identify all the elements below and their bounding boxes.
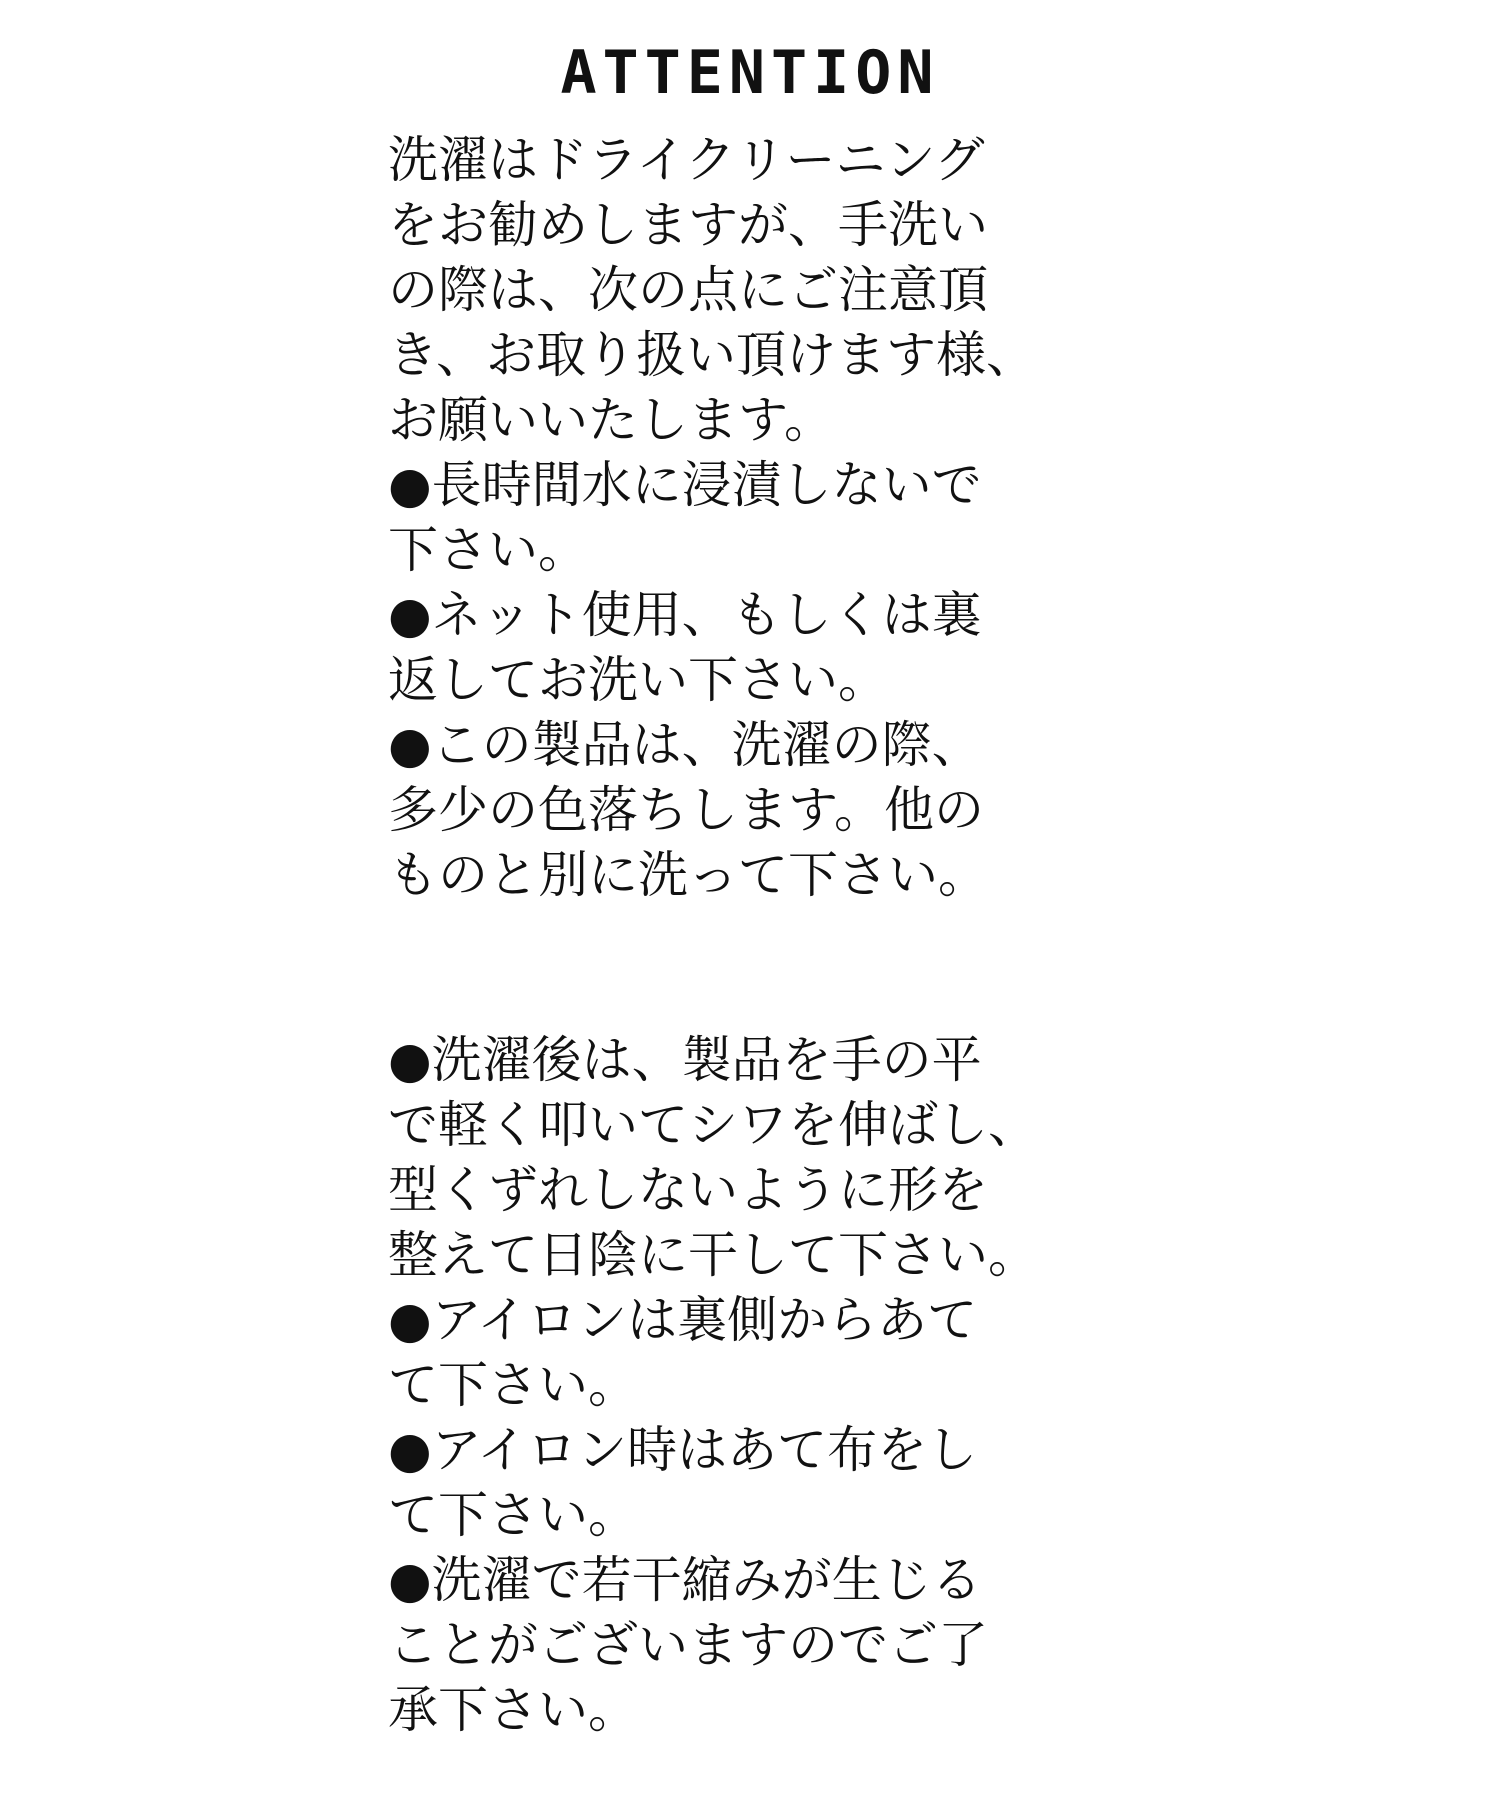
text-line: お願いいたします。 bbox=[388, 391, 834, 449]
text-line: ●洗濯後は、製品を手の平 bbox=[388, 1031, 982, 1089]
text-line: 下さい。 bbox=[388, 521, 588, 579]
care-instructions-section-1 bbox=[388, 128, 1148, 908]
text-line: の際は、次の点にご注意頂 bbox=[388, 261, 988, 319]
text-line: をお勧めしますが、手洗い bbox=[388, 196, 988, 254]
text-line: ●洗濯で若干縮みが生じる bbox=[388, 1551, 982, 1609]
text-line: ●長時間水に浸漬しないで bbox=[388, 456, 982, 514]
text-line: ●ネット使用、もしくは裏 bbox=[388, 586, 982, 644]
text-line: ●アイロン時はあて布をし bbox=[388, 1421, 978, 1479]
text-line: ●アイロンは裏側からあて bbox=[388, 1291, 978, 1349]
text-line: 洗濯はドライクリーニング bbox=[388, 131, 985, 189]
text-line: 多少の色落ちします。他の bbox=[388, 781, 984, 839]
text-line: ●この製品は、洗濯の際、 bbox=[388, 716, 982, 774]
text-line: 承下さい。 bbox=[388, 1681, 638, 1739]
text-line: 整えて日陰に干して下さい。 bbox=[388, 1226, 1038, 1284]
care-instructions-section-2 bbox=[388, 1028, 1148, 1743]
text-line: き、お取り扱い頂けます様、 bbox=[388, 326, 1036, 384]
text-line: ことがございますのでご了 bbox=[388, 1616, 988, 1674]
text-line: ものと別に洗って下さい。 bbox=[388, 846, 988, 904]
page-title: ATTENTION bbox=[560, 38, 940, 108]
text-line: で軽く叩いてシワを伸ばし、 bbox=[388, 1096, 1038, 1154]
text-line: 型くずれしないように形を bbox=[388, 1161, 988, 1219]
text-line: て下さい。 bbox=[388, 1486, 638, 1544]
text-line: て下さい。 bbox=[388, 1356, 638, 1414]
text-line: 返してお洗い下さい。 bbox=[388, 651, 888, 709]
